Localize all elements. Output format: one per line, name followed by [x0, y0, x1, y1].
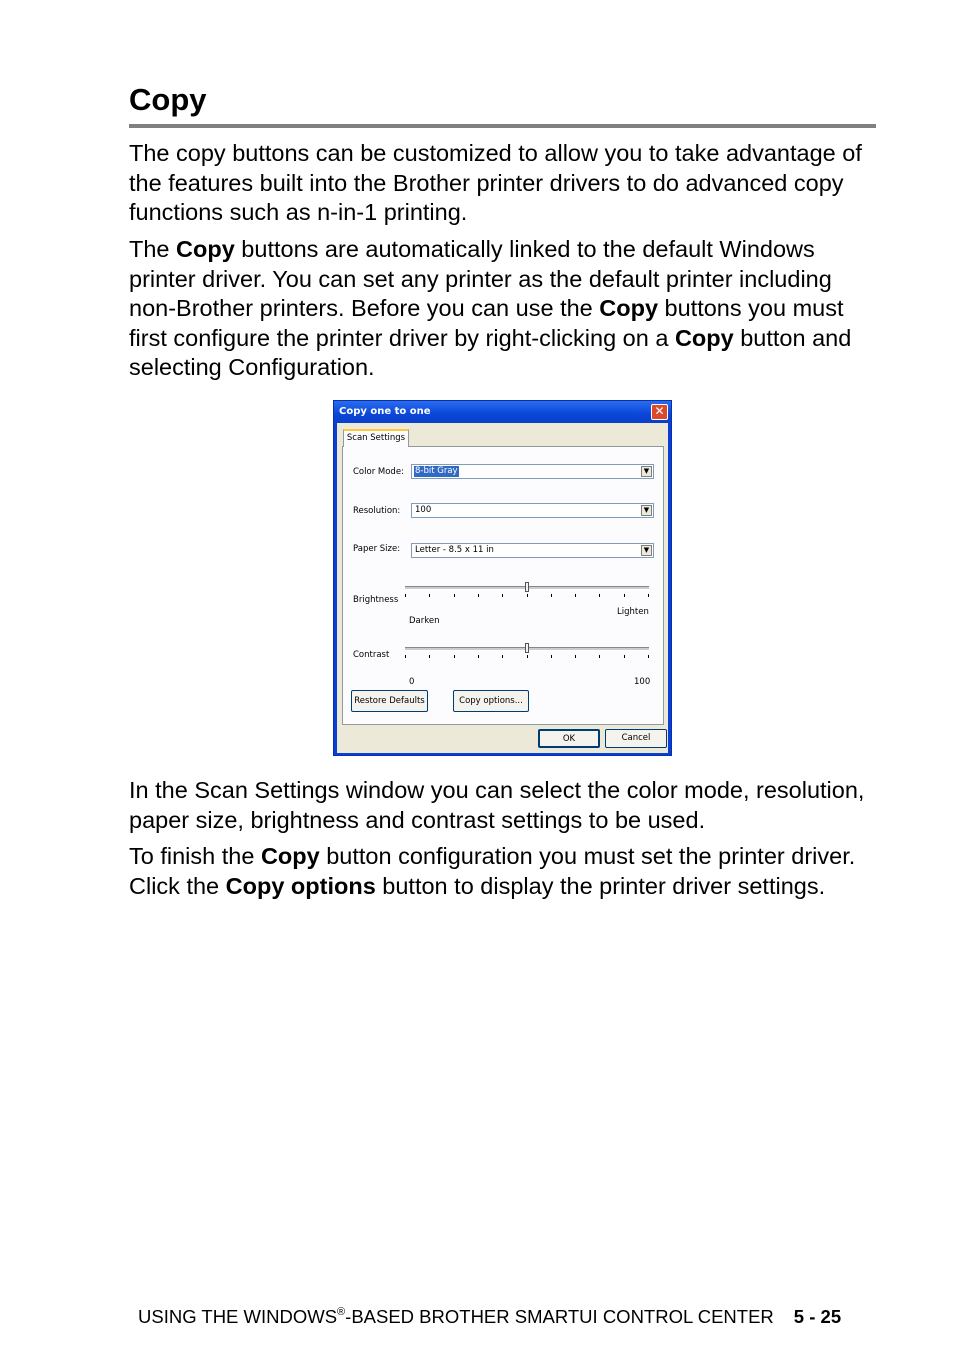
tab-scan-settings[interactable]: Scan Settings — [343, 429, 409, 447]
slider-tick — [575, 655, 576, 658]
contrast-max-label: 100 — [634, 677, 651, 687]
footer-text: -BASED BROTHER SMARTUI CONTROL CENTER — [345, 1306, 774, 1327]
scan-settings-paragraph: In the Scan Settings window you can select the color mode, resolution, paper size, brightness and contrast settings to be used. — [129, 777, 865, 833]
slider-tick — [478, 655, 479, 658]
slider-tick — [527, 594, 528, 597]
cancel-button[interactable]: Cancel — [605, 729, 667, 748]
slider-tick — [405, 594, 406, 597]
slider-tick — [648, 655, 649, 658]
text-run: button and selecting Configuration. — [129, 324, 852, 381]
finish-paragraph — [129, 842, 879, 901]
slider-tick — [454, 655, 455, 658]
bold-term: Copy — [599, 295, 659, 322]
slider-tick — [527, 655, 528, 658]
slider-tick — [599, 655, 600, 658]
page-number: 5 - 25 — [793, 1306, 842, 1327]
slider-tick — [502, 655, 503, 658]
paper-size-label: Paper Size: — [353, 544, 401, 554]
linked-paragraph — [129, 235, 879, 383]
intro-paragraph: The copy buttons can be customized to allow you to take advantage of the features built into the Brother printer drivers to do advanced copy functions such as n-in-1 printing. — [129, 140, 862, 226]
slider-tick — [599, 594, 600, 597]
text-run: The — [129, 236, 177, 262]
chevron-down-icon[interactable]: ▼ — [641, 466, 652, 477]
page-footer — [138, 1300, 841, 1329]
scan-settings-panel — [342, 446, 664, 725]
slider-tick — [624, 655, 625, 658]
text-run: buttons are automatically linked to the default Windows printer driver. You can set any printer as the default printer including non-Brother printers. Before you can use the — [129, 236, 832, 322]
color-mode-label: Color Mode: — [353, 467, 404, 477]
footer-text: USING THE WINDOWS — [138, 1306, 338, 1327]
slider-tick — [429, 655, 430, 658]
slider-thumb[interactable] — [525, 582, 529, 592]
contrast-min-label: 0 — [409, 677, 415, 687]
dialog-title: Copy one to one — [339, 406, 431, 417]
slider-tick — [454, 594, 455, 597]
lighten-label: Lighten — [617, 607, 649, 617]
bold-term: Copy options — [225, 872, 376, 899]
bold-term: Copy — [176, 236, 235, 262]
slider-tick — [429, 594, 430, 597]
ok-button[interactable]: OK — [538, 729, 600, 748]
slider-tick — [624, 594, 625, 597]
paper-size-select[interactable] — [411, 543, 654, 558]
contrast-label: Contrast — [353, 650, 390, 660]
bold-term: Copy — [260, 843, 320, 869]
slider-thumb[interactable] — [525, 643, 529, 653]
copy-options-button[interactable]: Copy options... — [453, 690, 529, 712]
brightness-slider[interactable] — [405, 583, 649, 599]
text-run: button to display the printer driver settings. — [375, 872, 826, 899]
slider-tick — [478, 594, 479, 597]
registered-mark: ® — [337, 1306, 346, 1318]
bold-term: Copy — [674, 324, 734, 351]
chevron-down-icon[interactable]: ▼ — [641, 545, 652, 556]
text-run: button configuration you must set the printer driver. Click the — [129, 843, 856, 899]
close-icon[interactable]: ✕ — [651, 404, 668, 420]
resolution-value: 100 — [415, 505, 432, 515]
slider-tick — [405, 655, 406, 658]
dialog-titlebar — [334, 401, 671, 423]
title-rule — [129, 124, 876, 128]
resolution-select[interactable] — [411, 503, 654, 518]
copy-dialog-screenshot — [333, 400, 672, 756]
contrast-slider[interactable] — [405, 644, 649, 660]
darken-label: Darken — [409, 616, 440, 626]
chevron-down-icon[interactable]: ▼ — [641, 505, 652, 516]
text-run: To finish the — [129, 843, 261, 869]
slider-tick — [575, 594, 576, 597]
slider-tick — [648, 594, 649, 597]
color-mode-select[interactable] — [411, 464, 654, 479]
text-run: buttons you must first configure the printer driver by right-clicking on a — [129, 295, 844, 351]
color-mode-value: 8-bit Gray — [415, 466, 458, 476]
brightness-label: Brightness — [353, 595, 399, 605]
paper-size-value: Letter - 8.5 x 11 in — [415, 545, 494, 555]
slider-tick — [502, 594, 503, 597]
page-title: Copy — [129, 82, 207, 117]
restore-defaults-button[interactable]: Restore Defaults — [351, 690, 428, 712]
dialog-client-area — [337, 423, 668, 753]
slider-tick — [551, 594, 552, 597]
slider-tick — [551, 655, 552, 658]
resolution-label: Resolution: — [353, 506, 401, 516]
